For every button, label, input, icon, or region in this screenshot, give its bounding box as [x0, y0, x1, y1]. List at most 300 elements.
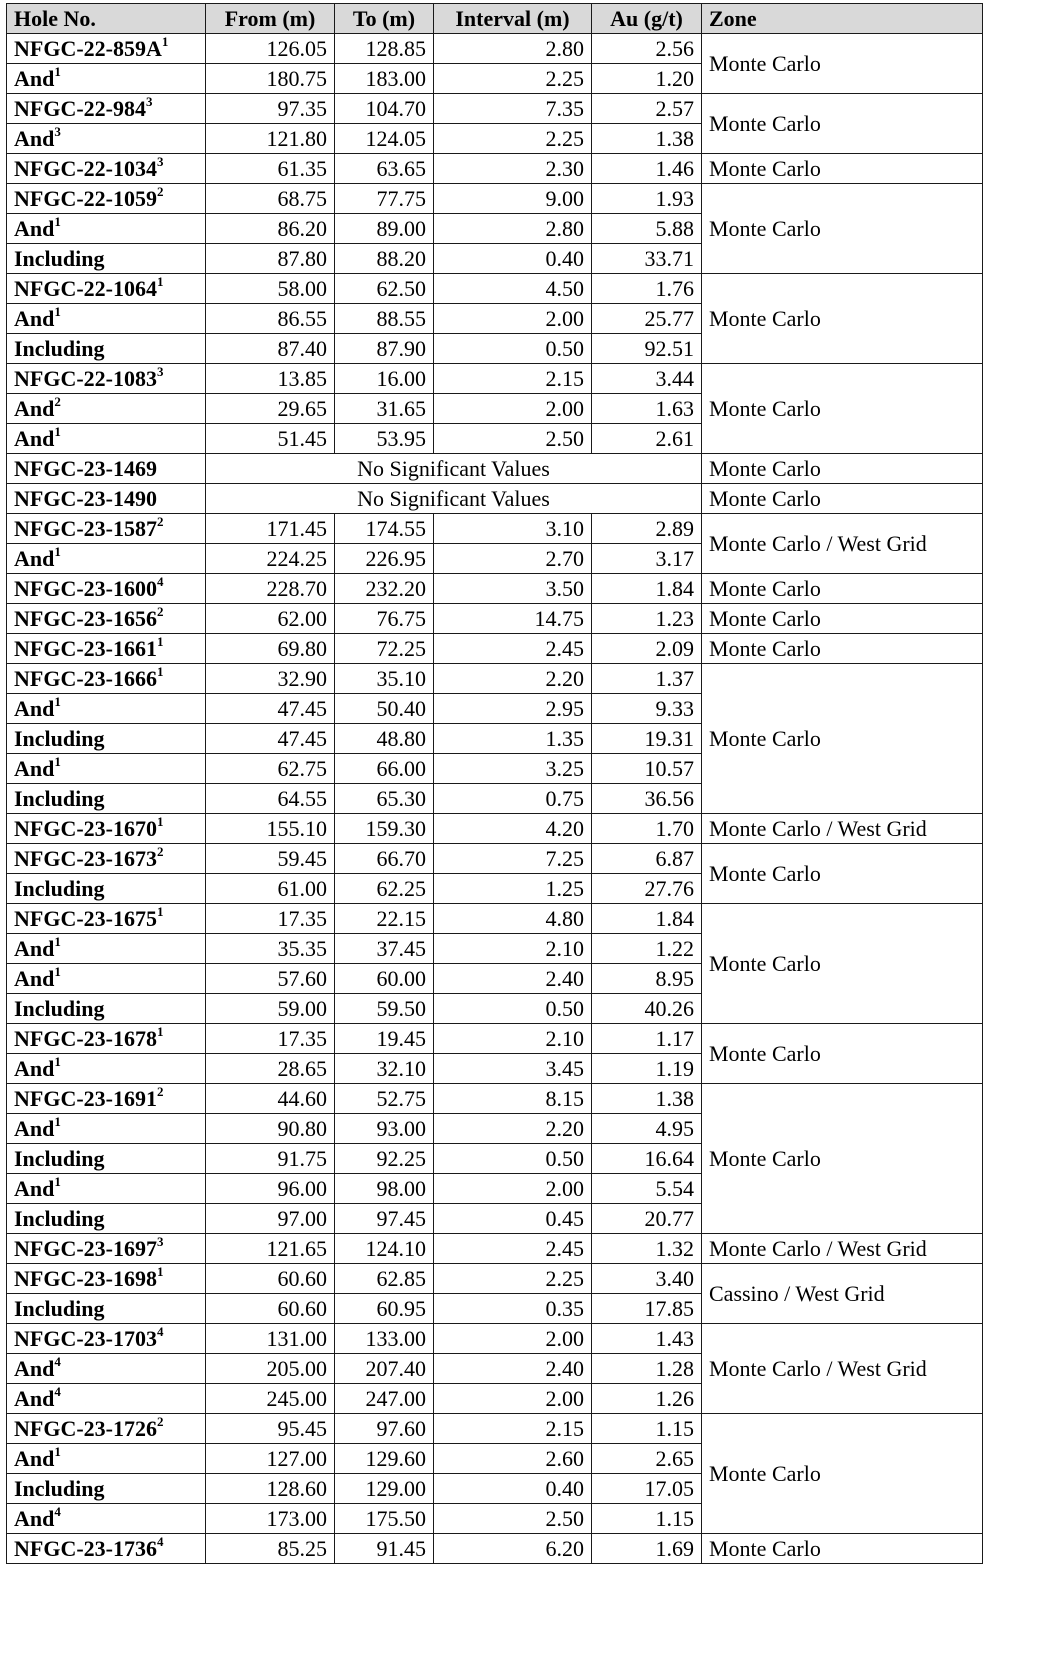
to-cell: 91.45 [335, 1534, 434, 1564]
to-cell: 128.85 [335, 34, 434, 64]
footnote-marker: 1 [156, 1023, 164, 1039]
from-cell: 90.80 [206, 1114, 335, 1144]
to-cell: 183.00 [335, 64, 434, 94]
header-from: From (m) [206, 4, 335, 34]
hole-label: And [14, 1176, 55, 1201]
interval-cell: 0.40 [434, 1474, 592, 1504]
to-cell: 207.40 [335, 1354, 434, 1384]
hole-cell [7, 1354, 206, 1384]
hole-label: And [14, 1506, 55, 1531]
au-cell: 19.31 [592, 724, 702, 754]
hole-label: NFGC-23-1666 [14, 666, 157, 691]
interval-cell: 8.15 [434, 1084, 592, 1114]
table-row [7, 664, 983, 694]
table-row [7, 634, 983, 664]
hole-cell [7, 1324, 206, 1354]
from-cell: 155.10 [206, 814, 335, 844]
zone-cell: Monte Carlo [702, 364, 983, 454]
header-row [7, 4, 983, 34]
drill-results-table [6, 3, 983, 1564]
interval-cell: 2.40 [434, 964, 592, 994]
footnote-marker: 2 [156, 603, 164, 619]
to-cell: 62.25 [335, 874, 434, 904]
zone-cell: Monte Carlo [702, 1534, 983, 1564]
to-cell: 97.60 [335, 1414, 434, 1444]
hole-label: NFGC-22-1059 [14, 186, 157, 211]
hole-cell [7, 124, 206, 154]
from-cell: 87.80 [206, 244, 335, 274]
from-cell: 180.75 [206, 64, 335, 94]
hole-cell [7, 1474, 206, 1504]
hole-label: Including [14, 876, 105, 901]
hole-label: NFGC-23-1670 [14, 816, 157, 841]
hole-label: NFGC-23-1673 [14, 846, 157, 871]
zone-cell: Monte Carlo [702, 574, 983, 604]
interval-cell: 2.50 [434, 424, 592, 454]
zone-cell: Monte Carlo [702, 844, 983, 904]
hole-cell [7, 34, 206, 64]
from-cell: 245.00 [206, 1384, 335, 1414]
hole-label: Including [14, 1296, 105, 1321]
table-row [7, 94, 983, 124]
zone-cell: Monte Carlo [702, 604, 983, 634]
hole-cell [7, 1174, 206, 1204]
au-cell: 1.32 [592, 1234, 702, 1264]
au-cell: 1.84 [592, 574, 702, 604]
table-row [7, 904, 983, 934]
hole-label: And [14, 1446, 55, 1471]
au-cell: 2.57 [592, 94, 702, 124]
from-cell: 86.20 [206, 214, 335, 244]
table-row [7, 1024, 983, 1054]
au-cell: 1.69 [592, 1534, 702, 1564]
to-cell: 175.50 [335, 1504, 434, 1534]
to-cell: 232.20 [335, 574, 434, 604]
interval-cell: 2.00 [434, 1174, 592, 1204]
zone-cell: Monte Carlo [702, 454, 983, 484]
hole-cell [7, 1504, 206, 1534]
interval-cell: 2.80 [434, 34, 592, 64]
interval-cell: 0.50 [434, 334, 592, 364]
from-cell: 171.45 [206, 514, 335, 544]
hole-label: And [14, 1356, 55, 1381]
hole-cell [7, 814, 206, 844]
hole-label: And [14, 396, 55, 421]
hole-label: NFGC-23-1703 [14, 1326, 157, 1351]
au-cell: 17.05 [592, 1474, 702, 1504]
footnote-marker: 3 [54, 123, 61, 139]
hole-cell [7, 874, 206, 904]
from-cell: 85.25 [206, 1534, 335, 1564]
header-to: To (m) [335, 4, 434, 34]
hole-cell [7, 964, 206, 994]
to-cell: 22.15 [335, 904, 434, 934]
footnote-marker: 4 [156, 573, 164, 589]
to-cell: 50.40 [335, 694, 434, 724]
from-cell: 87.40 [206, 334, 335, 364]
hole-label: And [14, 1116, 55, 1141]
au-cell: 9.33 [592, 694, 702, 724]
hole-label: Including [14, 1146, 105, 1171]
interval-cell: 7.25 [434, 844, 592, 874]
zone-cell: Monte Carlo [702, 664, 983, 814]
from-cell: 97.35 [206, 94, 335, 124]
zone-cell: Monte Carlo [702, 1024, 983, 1084]
interval-cell: 14.75 [434, 604, 592, 634]
to-cell: 129.00 [335, 1474, 434, 1504]
footnote-marker: 1 [156, 663, 164, 679]
hole-cell [7, 1024, 206, 1054]
hole-cell [7, 724, 206, 754]
au-cell: 1.43 [592, 1324, 702, 1354]
au-cell: 1.37 [592, 664, 702, 694]
au-cell: 1.38 [592, 124, 702, 154]
to-cell: 87.90 [335, 334, 434, 364]
from-cell: 96.00 [206, 1174, 335, 1204]
footnote-marker: 1 [54, 423, 61, 439]
interval-cell: 0.50 [434, 1144, 592, 1174]
au-cell: 1.38 [592, 1084, 702, 1114]
from-cell: 228.70 [206, 574, 335, 604]
hole-cell [7, 784, 206, 814]
hole-label: NFGC-23-1698 [14, 1266, 157, 1291]
interval-cell: 4.50 [434, 274, 592, 304]
hole-label: And [14, 1386, 55, 1411]
footnote-marker: 3 [145, 93, 153, 109]
no-values-cell: No Significant Values [206, 484, 702, 514]
zone-cell: Monte Carlo [702, 184, 983, 274]
au-cell: 1.93 [592, 184, 702, 214]
hole-label: NFGC-23-1490 [14, 486, 157, 511]
footnote-marker: 1 [54, 693, 61, 709]
to-cell: 53.95 [335, 424, 434, 454]
au-cell: 1.76 [592, 274, 702, 304]
au-cell: 25.77 [592, 304, 702, 334]
footnote-marker: 3 [156, 363, 164, 379]
footnote-marker: 3 [156, 153, 164, 169]
hole-cell [7, 934, 206, 964]
hole-cell [7, 1384, 206, 1414]
hole-cell [7, 1444, 206, 1474]
footnote-marker: 1 [54, 543, 61, 559]
hole-label: Including [14, 786, 105, 811]
interval-cell: 2.00 [434, 304, 592, 334]
hole-cell [7, 1204, 206, 1234]
from-cell: 47.45 [206, 724, 335, 754]
to-cell: 98.00 [335, 1174, 434, 1204]
hole-label: NFGC-23-1691 [14, 1086, 157, 1111]
interval-cell: 2.45 [434, 634, 592, 664]
hole-cell [7, 364, 206, 394]
interval-cell: 2.80 [434, 214, 592, 244]
to-cell: 62.50 [335, 274, 434, 304]
interval-cell: 3.50 [434, 574, 592, 604]
from-cell: 131.00 [206, 1324, 335, 1354]
from-cell: 35.35 [206, 934, 335, 964]
table-row [7, 184, 983, 214]
table-row [7, 1264, 983, 1294]
footnote-marker: 1 [54, 1113, 61, 1129]
from-cell: 62.75 [206, 754, 335, 784]
to-cell: 62.85 [335, 1264, 434, 1294]
hole-cell [7, 394, 206, 424]
au-cell: 2.09 [592, 634, 702, 664]
footnote-marker: 1 [156, 813, 164, 829]
from-cell: 64.55 [206, 784, 335, 814]
zone-cell: Monte Carlo / West Grid [702, 514, 983, 574]
table-row [7, 514, 983, 544]
zone-cell: Monte Carlo [702, 94, 983, 154]
hole-cell [7, 574, 206, 604]
au-cell: 2.61 [592, 424, 702, 454]
from-cell: 121.80 [206, 124, 335, 154]
hole-label: Including [14, 336, 105, 361]
footnote-marker: 2 [156, 513, 164, 529]
from-cell: 69.80 [206, 634, 335, 664]
from-cell: 121.65 [206, 1234, 335, 1264]
hole-cell [7, 844, 206, 874]
to-cell: 247.00 [335, 1384, 434, 1414]
footnote-marker: 2 [156, 1413, 164, 1429]
interval-cell: 1.35 [434, 724, 592, 754]
table-row [7, 364, 983, 394]
hole-cell [7, 664, 206, 694]
hole-cell [7, 424, 206, 454]
interval-cell: 3.45 [434, 1054, 592, 1084]
table-row [7, 574, 983, 604]
header-zone: Zone [702, 4, 983, 34]
from-cell: 224.25 [206, 544, 335, 574]
from-cell: 51.45 [206, 424, 335, 454]
au-cell: 1.26 [592, 1384, 702, 1414]
to-cell: 59.50 [335, 994, 434, 1024]
au-cell: 92.51 [592, 334, 702, 364]
interval-cell: 2.00 [434, 1324, 592, 1354]
table-row [7, 34, 983, 64]
hole-label: NFGC-22-1083 [14, 366, 157, 391]
from-cell: 58.00 [206, 274, 335, 304]
from-cell: 127.00 [206, 1444, 335, 1474]
hole-cell [7, 1534, 206, 1564]
zone-cell: Cassino / West Grid [702, 1264, 983, 1324]
hole-label: NFGC-22-984 [14, 96, 146, 121]
hole-label: NFGC-22-1064 [14, 276, 157, 301]
interval-cell: 3.25 [434, 754, 592, 784]
au-cell: 1.15 [592, 1504, 702, 1534]
hole-cell [7, 454, 206, 484]
interval-cell: 6.20 [434, 1534, 592, 1564]
to-cell: 133.00 [335, 1324, 434, 1354]
interval-cell: 2.20 [434, 664, 592, 694]
au-cell: 1.63 [592, 394, 702, 424]
footnote-marker: 1 [161, 33, 169, 49]
from-cell: 17.35 [206, 1024, 335, 1054]
zone-cell: Monte Carlo [702, 904, 983, 1024]
hole-cell [7, 1054, 206, 1084]
hole-cell [7, 604, 206, 634]
footnote-marker: 4 [54, 1383, 61, 1399]
au-cell: 3.44 [592, 364, 702, 394]
hole-label: Including [14, 726, 105, 751]
interval-cell: 2.10 [434, 1024, 592, 1054]
footnote-marker: 1 [54, 63, 61, 79]
interval-cell: 2.95 [434, 694, 592, 724]
header-au: Au (g/t) [592, 4, 702, 34]
to-cell: 60.00 [335, 964, 434, 994]
footnote-marker: 1 [156, 273, 164, 289]
footnote-marker: 1 [54, 933, 61, 949]
au-cell: 20.77 [592, 1204, 702, 1234]
from-cell: 44.60 [206, 1084, 335, 1114]
from-cell: 47.45 [206, 694, 335, 724]
from-cell: 173.00 [206, 1504, 335, 1534]
to-cell: 88.55 [335, 304, 434, 334]
interval-cell: 2.25 [434, 124, 592, 154]
hole-cell [7, 1234, 206, 1264]
hole-label: NFGC-23-1656 [14, 606, 157, 631]
hole-cell [7, 754, 206, 784]
footnote-marker: 1 [156, 1263, 164, 1279]
au-cell: 10.57 [592, 754, 702, 784]
to-cell: 32.10 [335, 1054, 434, 1084]
hole-label: And [14, 696, 55, 721]
interval-cell: 4.80 [434, 904, 592, 934]
interval-cell: 2.20 [434, 1114, 592, 1144]
hole-label: Including [14, 996, 105, 1021]
footnote-marker: 1 [156, 633, 164, 649]
interval-cell: 2.70 [434, 544, 592, 574]
from-cell: 205.00 [206, 1354, 335, 1384]
footnote-marker: 2 [156, 843, 164, 859]
hole-cell [7, 244, 206, 274]
interval-cell: 1.25 [434, 874, 592, 904]
to-cell: 19.45 [335, 1024, 434, 1054]
from-cell: 126.05 [206, 34, 335, 64]
interval-cell: 0.75 [434, 784, 592, 814]
hole-label: And [14, 126, 55, 151]
footnote-marker: 2 [156, 1083, 164, 1099]
au-cell: 2.56 [592, 34, 702, 64]
au-cell: 8.95 [592, 964, 702, 994]
interval-cell: 2.15 [434, 364, 592, 394]
table-row [7, 1324, 983, 1354]
table-row [7, 814, 983, 844]
to-cell: 89.00 [335, 214, 434, 244]
from-cell: 13.85 [206, 364, 335, 394]
footnote-marker: 1 [54, 1173, 61, 1189]
hole-cell [7, 1144, 206, 1174]
to-cell: 16.00 [335, 364, 434, 394]
interval-cell: 2.45 [434, 1234, 592, 1264]
hole-label: NFGC-23-1587 [14, 516, 157, 541]
table-body [7, 34, 983, 1564]
interval-cell: 2.40 [434, 1354, 592, 1384]
from-cell: 61.35 [206, 154, 335, 184]
header-interval: Interval (m) [434, 4, 592, 34]
to-cell: 124.10 [335, 1234, 434, 1264]
to-cell: 129.60 [335, 1444, 434, 1474]
hole-label: And [14, 756, 55, 781]
from-cell: 28.65 [206, 1054, 335, 1084]
au-cell: 6.87 [592, 844, 702, 874]
hole-label: NFGC-23-1726 [14, 1416, 157, 1441]
hole-label: And [14, 216, 55, 241]
au-cell: 1.20 [592, 64, 702, 94]
zone-cell: Monte Carlo [702, 1414, 983, 1534]
hole-cell [7, 304, 206, 334]
hole-label: NFGC-23-1678 [14, 1026, 157, 1051]
from-cell: 86.55 [206, 304, 335, 334]
au-cell: 2.65 [592, 1444, 702, 1474]
table-row [7, 1414, 983, 1444]
footnote-marker: 2 [156, 183, 164, 199]
table-row [7, 484, 983, 514]
footnote-marker: 1 [54, 753, 61, 769]
to-cell: 48.80 [335, 724, 434, 754]
no-values-cell: No Significant Values [206, 454, 702, 484]
hole-cell [7, 514, 206, 544]
au-cell: 1.84 [592, 904, 702, 934]
zone-cell: Monte Carlo [702, 634, 983, 664]
footnote-marker: 1 [54, 303, 61, 319]
interval-cell: 2.60 [434, 1444, 592, 1474]
au-cell: 1.19 [592, 1054, 702, 1084]
table-row [7, 1534, 983, 1564]
header-hole-no: Hole No. [7, 4, 206, 34]
interval-cell: 2.30 [434, 154, 592, 184]
hole-cell [7, 184, 206, 214]
table-row [7, 454, 983, 484]
interval-cell: 2.25 [434, 64, 592, 94]
interval-cell: 0.35 [434, 1294, 592, 1324]
hole-cell [7, 994, 206, 1024]
from-cell: 57.60 [206, 964, 335, 994]
hole-label: And [14, 1056, 55, 1081]
footnote-marker: 4 [54, 1353, 61, 1369]
hole-label: And [14, 546, 55, 571]
hole-label: And [14, 306, 55, 331]
hole-cell [7, 154, 206, 184]
to-cell: 92.25 [335, 1144, 434, 1174]
zone-cell: Monte Carlo [702, 274, 983, 364]
from-cell: 59.45 [206, 844, 335, 874]
au-cell: 3.17 [592, 544, 702, 574]
zone-cell: Monte Carlo [702, 484, 983, 514]
interval-cell: 2.00 [434, 1384, 592, 1414]
footnote-marker: 1 [54, 1443, 61, 1459]
footnote-marker: 1 [156, 903, 164, 919]
to-cell: 88.20 [335, 244, 434, 274]
hole-cell [7, 64, 206, 94]
au-cell: 17.85 [592, 1294, 702, 1324]
table-row [7, 1084, 983, 1114]
au-cell: 40.26 [592, 994, 702, 1024]
interval-cell: 2.50 [434, 1504, 592, 1534]
hole-label: Including [14, 1206, 105, 1231]
zone-cell: Monte Carlo / West Grid [702, 1324, 983, 1414]
to-cell: 35.10 [335, 664, 434, 694]
hole-cell [7, 1084, 206, 1114]
hole-cell [7, 544, 206, 574]
interval-cell: 2.15 [434, 1414, 592, 1444]
hole-cell [7, 94, 206, 124]
footnote-marker: 4 [54, 1503, 61, 1519]
from-cell: 17.35 [206, 904, 335, 934]
au-cell: 1.22 [592, 934, 702, 964]
to-cell: 72.25 [335, 634, 434, 664]
hole-label: NFGC-23-1675 [14, 906, 157, 931]
au-cell: 1.28 [592, 1354, 702, 1384]
